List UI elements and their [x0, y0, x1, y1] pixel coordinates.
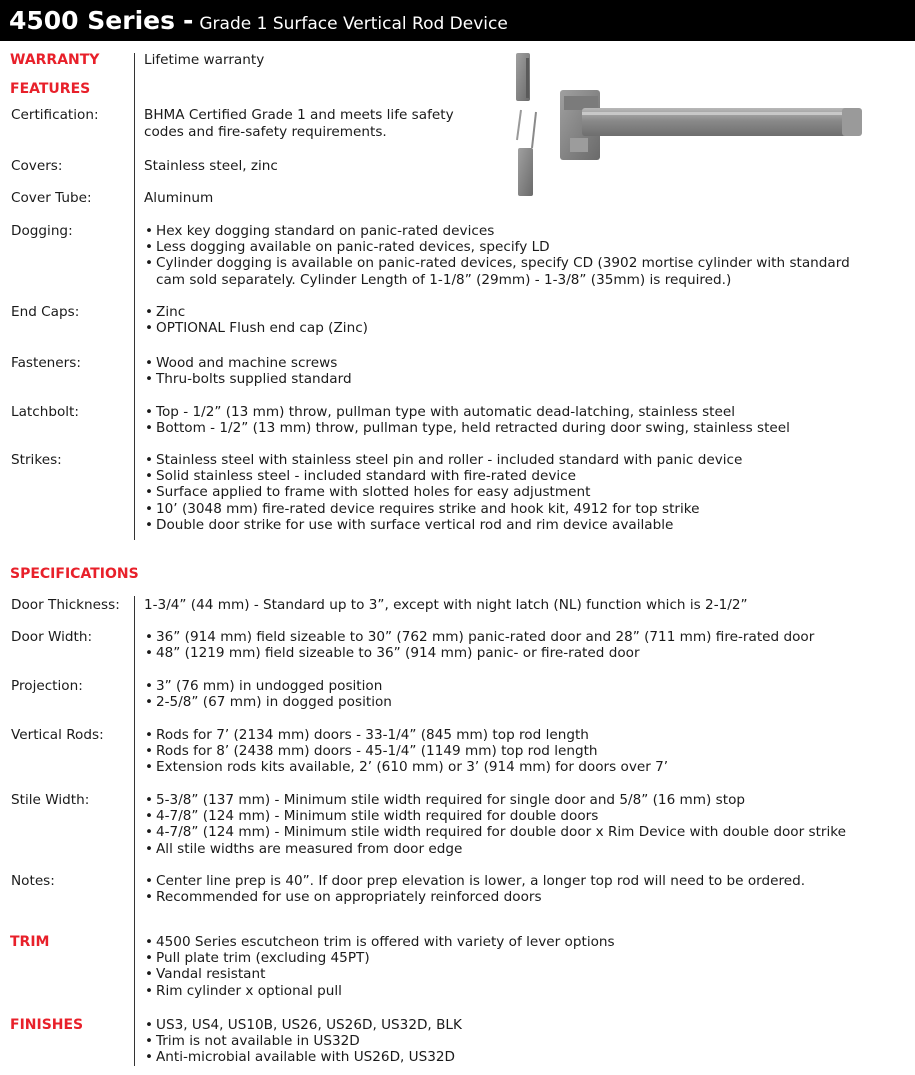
stile-width-label: Stile Width:: [11, 792, 90, 808]
certification-line-2: codes and fire-safety requirements.: [144, 124, 387, 140]
notes-label: Notes:: [11, 873, 55, 889]
list-item: • US3, US4, US10B, US26, US26D, US32D, BLK: [144, 1017, 462, 1033]
list-item: • OPTIONAL Flush end cap (Zinc): [144, 320, 368, 336]
stile-width-list: [144, 792, 846, 857]
latchbolt-label: Latchbolt:: [11, 404, 79, 420]
list-item: • Cylinder dogging is available on panic-rated devices, specify CD (3902 mortise cylinder with standard: [144, 255, 850, 271]
trim-label: TRIM: [10, 934, 50, 950]
cover-tube-label: Cover Tube:: [11, 190, 92, 206]
list-item: • Hex key dogging standard on panic-rated devices: [144, 223, 850, 239]
covers-value: Stainless steel, zinc: [144, 158, 278, 174]
list-item: • 3” (76 mm) in undogged position: [144, 678, 392, 694]
series-title: 4500 Series: [9, 6, 175, 35]
list-item: • Less dogging available on panic-rated devices, specify LD: [144, 239, 850, 255]
fasteners-list: [144, 355, 352, 387]
end-caps-list: [144, 304, 368, 336]
door-thickness-label: Door Thickness:: [11, 597, 120, 613]
list-item: • 48” (1219 mm) field sizeable to 36” (914 mm) panic- or fire-rated door: [144, 645, 814, 661]
list-item: • 2-5/8” (67 mm) in dogged position: [144, 694, 392, 710]
list-item: • Rods for 7’ (2134 mm) doors - 33-1/4” (845 mm) top rod length: [144, 727, 668, 743]
list-item: • 4-7/8” (124 mm) - Minimum stile width required for double door x Rim Device with double door strike: [144, 824, 846, 840]
list-item: • 4-7/8” (124 mm) - Minimum stile width required for double doors: [144, 808, 846, 824]
divider-line: [134, 596, 135, 1066]
list-item: • Anti-microbial available with US26D, US32D: [144, 1049, 462, 1065]
list-item: • Surface applied to frame with slotted holes for easy adjustment: [144, 484, 742, 500]
list-item-continuation: cam sold separately. Cylinder Length of 1-1/8” (29mm) - 1-3/8” (35mm) is required.): [156, 271, 732, 288]
list-item: • All stile widths are measured from door edge: [144, 841, 846, 857]
list-item: • 4500 Series escutcheon trim is offered with variety of lever options: [144, 934, 615, 950]
list-item: • Wood and machine screws: [144, 355, 352, 371]
list-item: • Pull plate trim (excluding 45PT): [144, 950, 615, 966]
list-item: • Rim cylinder x optional pull: [144, 983, 615, 999]
header-dash: -: [182, 6, 194, 35]
list-item: • Stainless steel with stainless steel pin and roller - included standard with panic device: [144, 452, 742, 468]
strikes-label: Strikes:: [11, 452, 62, 468]
list-item: • Top - 1/2” (13 mm) throw, pullman type with automatic dead-latching, stainless steel: [144, 404, 790, 420]
vertical-rods-label: Vertical Rods:: [11, 727, 104, 743]
list-item: • Extension rods kits available, 2’ (610 mm) or 3’ (914 mm) for doors over 7’: [144, 759, 668, 775]
page-header: [0, 0, 915, 41]
certification-label: Certification:: [11, 107, 99, 123]
covers-label: Covers:: [11, 158, 63, 174]
specifications-heading: SPECIFICATIONS: [10, 566, 139, 582]
vertical-rods-list: [144, 727, 668, 776]
warranty-value: Lifetime warranty: [144, 52, 265, 68]
cover-tube-value: Aluminum: [144, 190, 214, 206]
dogging-label: Dogging:: [11, 223, 73, 239]
list-item: • Center line prep is 40”. If door prep elevation is lower, a longer top rod will need to be ordered.: [144, 873, 805, 889]
list-item: • Double door strike for use with surface vertical rod and rim device available: [144, 517, 742, 533]
fasteners-label: Fasteners:: [11, 355, 81, 371]
certification-line-1: BHMA Certified Grade 1 and meets life safety: [144, 107, 454, 123]
end-caps-label: End Caps:: [11, 304, 80, 320]
warranty-label: WARRANTY: [10, 52, 100, 68]
door-width-label: Door Width:: [11, 629, 93, 645]
door-width-list: [144, 629, 814, 661]
projection-label: Projection:: [11, 678, 83, 694]
finishes-list: [144, 1017, 462, 1066]
list-item: • 5-3/8” (137 mm) - Minimum stile width required for single door and 5/8” (16 mm) stop: [144, 792, 846, 808]
trim-list: [144, 934, 615, 999]
strikes-list: [144, 452, 742, 533]
list-item: • Thru-bolts supplied standard: [144, 371, 352, 387]
list-item: • Trim is not available in US32D: [144, 1033, 462, 1049]
latchbolt-list: [144, 404, 790, 436]
divider-line: [134, 53, 135, 540]
notes-list: [144, 873, 805, 905]
features-heading: FEATURES: [10, 81, 91, 97]
list-item: • Recommended for use on appropriately reinforced doors: [144, 889, 805, 905]
series-subtitle: Grade 1 Surface Vertical Rod Device: [199, 14, 508, 34]
product-image: [512, 50, 867, 200]
projection-list: [144, 678, 392, 710]
list-item: • Bottom - 1/2” (13 mm) throw, pullman type, held retracted during door swing, stainless steel: [144, 420, 790, 436]
list-item: • 36” (914 mm) field sizeable to 30” (762 mm) panic-rated door and 28” (711 mm) fire-rated door: [144, 629, 814, 645]
list-item: • Rods for 8’ (2438 mm) doors - 45-1/4” (1149 mm) top rod length: [144, 743, 668, 759]
door-thickness-value: 1-3/4” (44 mm) - Standard up to 3”, except with night latch (NL) function which is 2-1/2”: [144, 597, 748, 613]
list-item: • Vandal resistant: [144, 966, 615, 982]
list-item: • Zinc: [144, 304, 368, 320]
dogging-list: [144, 223, 850, 288]
finishes-label: FINISHES: [10, 1017, 84, 1033]
list-item: • 10’ (3048 mm) fire-rated device requires strike and hook kit, 4912 for top strike: [144, 501, 742, 517]
list-item: • Solid stainless steel - included standard with fire-rated device: [144, 468, 742, 484]
